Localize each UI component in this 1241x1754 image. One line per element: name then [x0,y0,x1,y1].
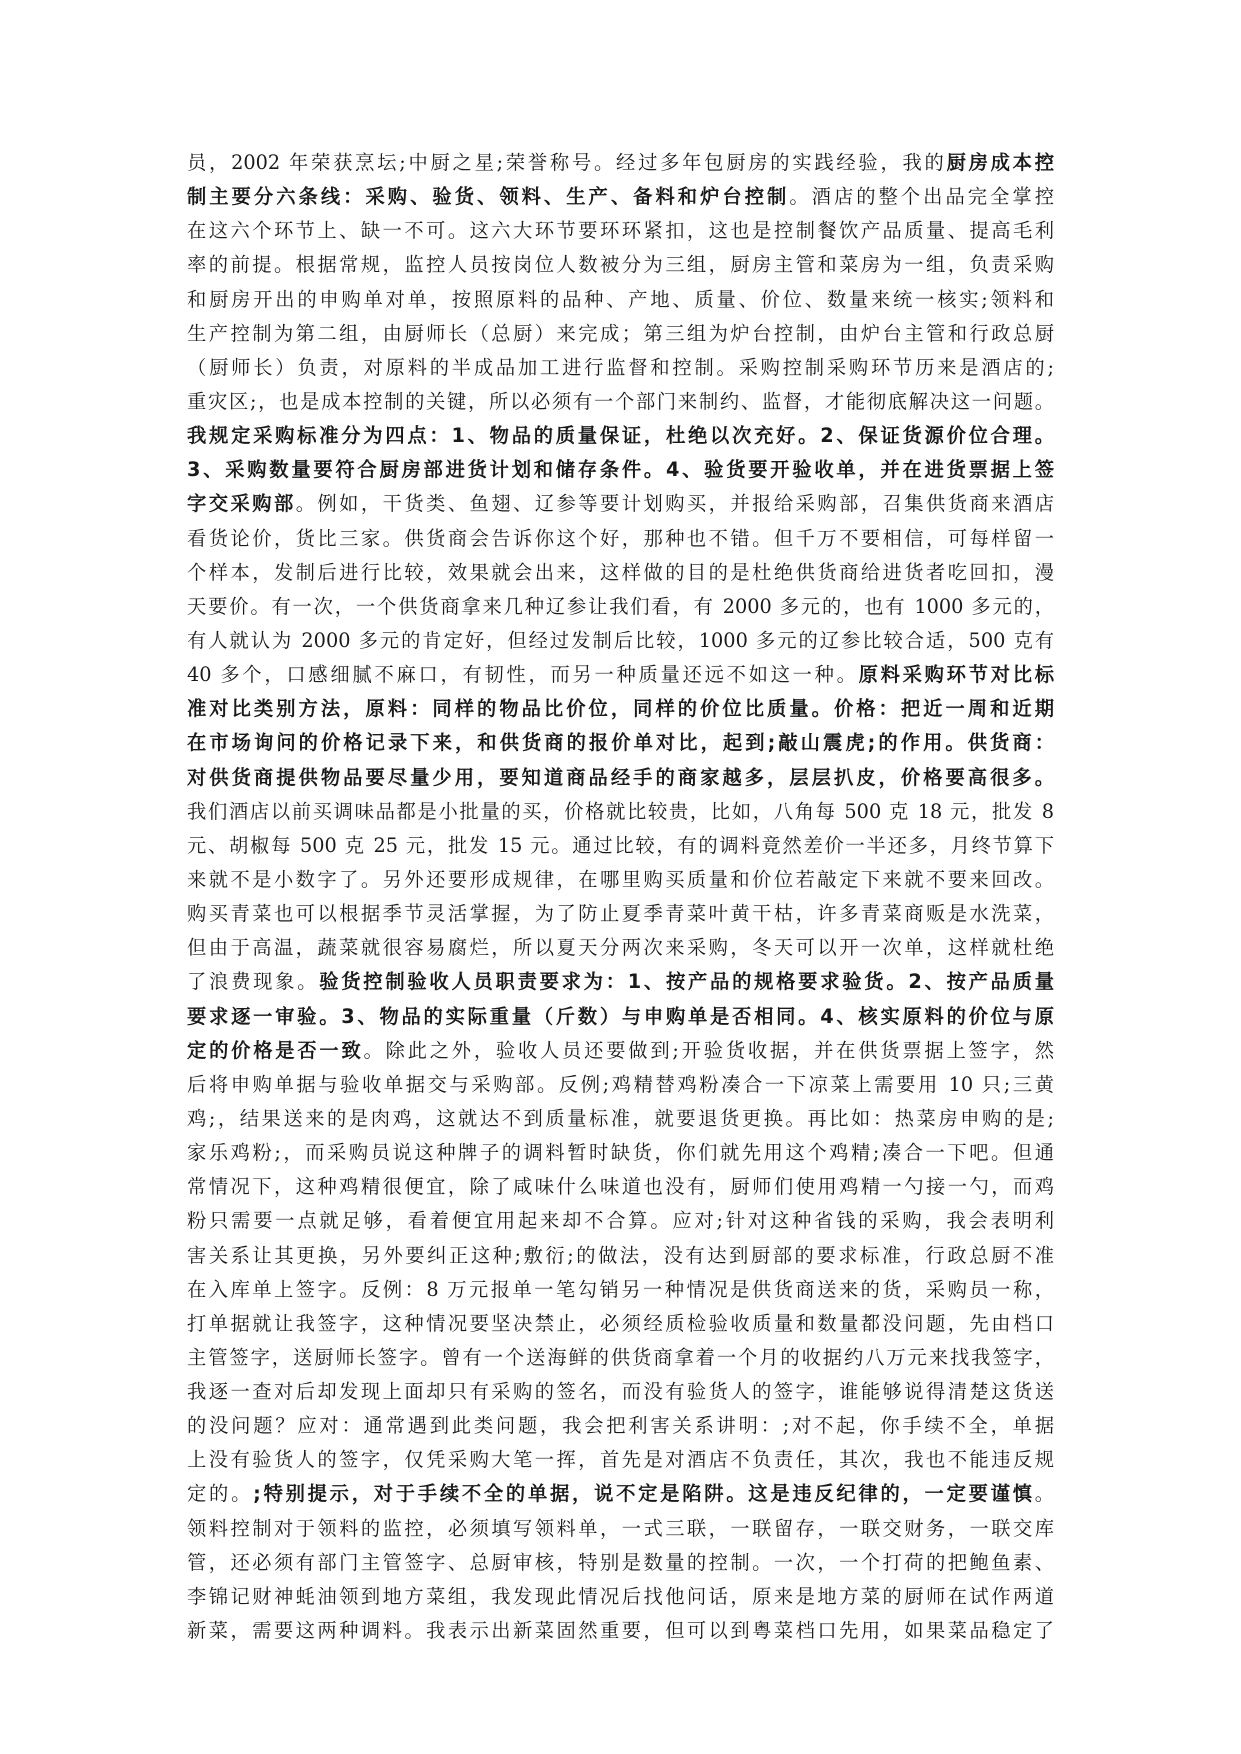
text-line [187,1375,1054,1409]
text-segment: 领料控制对于领料的监控，必须填写领料单，一式三联，一联留存，一联交财务，一联交库 [187,1516,1054,1540]
text-line [187,1204,1054,1238]
text-line [187,590,1054,624]
text-line [187,1341,1054,1375]
bold-text-segment: 验货控制验收人员职责要求为：1、按产品的规格要求验货。2、按产品质量 [319,970,1054,994]
text-line [187,453,1054,487]
bold-text-segment: 制主要分六条线：采购、验货、领料、生产、备料和炉台控制 [187,185,790,209]
bold-text-segment: 准对比类别方法，原料：同样的物品比价位，同样的价位比质量。价格：把近一周和近期 [187,697,1054,721]
bold-text-segment: 对供货商提供物品要尽量少用，要知道商品经手的商家越多，层层扒皮，价格要高很多。 [187,765,1054,789]
text-line [187,1614,1054,1648]
text-line [187,1477,1054,1511]
bold-text-segment: 要求逐一审验。3、物品的实际重量（斤数）与申购单是否相同。4、核实原料的价位与原 [187,1004,1054,1028]
bold-text-segment: 我规定采购标准分为四点：1、物品的质量保证，杜绝以次充好。2、保证货源价位合理。 [187,424,1054,448]
text-segment: 重灾区;，也是成本控制的关键，所以必须有一个部门来制约、监督，才能彻底解决这一问题。 [187,389,1054,413]
text-segment: 购买青菜也可以根据季节灵活掌握，为了防止夏季青菜叶黄干枯，许多青菜商贩是水洗菜， [187,902,1054,926]
text-segment: 新菜，需要这两种调料。我表示出新菜固然重要，但可以到粤菜档口先用，如果菜品稳定了 [187,1619,1054,1643]
text-line [187,1136,1054,1170]
text-line [187,1170,1054,1204]
text-segment: 家乐鸡粉;，而采购员说这种牌子的调料暂时缺货，你们就先用这个鸡精;凑合一下吧。但通 [187,1141,1054,1165]
text-line [187,1273,1054,1307]
text-line [187,1307,1054,1341]
text-line [187,829,1054,863]
text-segment: （厨师长）负责，对原料的半成品加工进行监督和控制。采购控制采购环节历来是酒店的; [187,355,1054,379]
text-segment: 。酒店的整个出品完全掌控 [789,185,1054,209]
text-line [187,351,1054,385]
text-line [187,761,1054,795]
text-line [187,1443,1054,1477]
text-line [187,965,1054,999]
text-segment: 但由于高温，蔬菜就很容易腐烂，所以夏天分两次来采购，冬天可以开一次单，这样就杜绝 [187,936,1054,960]
text-line [187,1239,1054,1273]
document-body [187,146,1054,1648]
text-line [187,556,1054,590]
text-segment: 粉只需要一点就足够，看着便宜用起来却不合算。应对;针对这种省钱的采购，我会表明利 [187,1209,1054,1233]
text-line [187,692,1054,726]
text-segment: 打单据就让我签字，这种情况要坚决禁止，必须经质检验收质量和数量都没问题，先由档口 [187,1311,1054,1335]
text-segment: 在这六个环节上、缺一不可。这六大环节要环环紧扣，这也是控制餐饮产品质量、提高毛利 [187,219,1054,243]
bold-text-segment: ;特别提示，对于手续不全的单据，说不定是陷阱。这是违反纪律的，一定要谨慎 [253,1482,1035,1506]
text-segment: 在入库单上签字。反例：8 万元报单一笔勾销另一种情况是供货商送来的货，采购员一称， [187,1277,1054,1301]
text-segment: 上没有验货人的签字，仅凭采购大笔一挥，首先是对酒店不负责任，其次，我也不能违反规 [187,1448,1054,1472]
text-segment: 管，还必须有部门主管签字、总厨审核，特别是数量的控制。一次，一个打荷的把鲍鱼素、 [187,1550,1054,1574]
text-segment: 。除此之外，验收人员还要做到;开验货收据，并在供货票据上签字，然 [363,1038,1054,1062]
text-segment: 我们酒店以前买调味品都是小批量的买，价格就比较贵，比如，八角每 500 克 18 元，批发 8 [187,799,1054,823]
text-line [187,1102,1054,1136]
text-line [187,522,1054,556]
bold-text-segment: 厨房成本控 [946,151,1054,174]
text-segment: 看货论价，货比三家。供货商会告诉你这个好，那种也不错。但千万不要相信，可每样留一 [187,526,1054,550]
text-segment: 来就不是小数字了。另外还要形成规律，在哪里购买质量和价位若敲定下来就不要来回改。 [187,867,1054,891]
text-segment: 李锦记财神蚝油领到地方菜组，我发现此情况后找他问话，原来是地方菜的厨师在试作两道 [187,1584,1054,1608]
text-line [187,248,1054,282]
text-segment: 有人就认为 2000 多元的肯定好，但经过发制后比较，1000 多元的辽参比较合适，500 克有 [187,628,1054,652]
text-segment: 40 多个，口感细腻不麻口，有韧性，而另一种质量还远不如这一种。 [187,663,859,687]
text-line [187,317,1054,351]
text-segment: 常情况下，这种鸡精很便宜，除了咸味什么味道也没有，厨师们使用鸡精一勺接一勺，而鸡 [187,1175,1054,1199]
text-segment: 后将申购单据与验收单据交与采购部。反例;鸡精替鸡粉凑合一下凉菜上需要用 10 只;三黄 [187,1072,1054,1096]
text-segment: 和厨房开出的申购单对单，按照原料的品种、产地、质量、价位、数量来统一核实;领料和 [187,287,1054,311]
text-line [187,1546,1054,1580]
text-line [187,214,1054,248]
text-line [187,1580,1054,1614]
text-line [187,658,1054,692]
text-line [187,1512,1054,1546]
text-line [187,1409,1054,1443]
text-line [187,726,1054,760]
text-line [187,385,1054,419]
text-line [187,487,1054,521]
text-segment: 主管签字，送厨师长签字。曾有一个送海鲜的供货商拿着一个月的收据约八万元来找我签字， [187,1345,1054,1369]
bold-text-segment: 原料采购环节对比标 [858,663,1054,687]
text-segment: 鸡;，结果送来的是肉鸡，这就达不到质量标准，就要退货更换。再比如：热菜房申购的是; [187,1106,1054,1130]
text-segment: 生产控制为第二组，由厨师长（总厨）来完成；第三组为炉台控制，由炉台主管和行政总厨 [187,321,1054,345]
text-segment: 害关系让其更换，另外要纠正这种;敷衍;的做法，没有达到厨部的要求标准，行政总厨不准 [187,1243,1054,1267]
text-segment: 定的。 [187,1482,254,1506]
text-line [187,180,1054,214]
text-segment: 天要价。有一次，一个供货商拿来几种辽参让我们看，有 2000 多元的，也有 1000 多元的， [187,594,1054,618]
bold-text-segment: 3、采购数量要符合厨房部进货计划和储存条件。4、验货要开验收单，并在进货票据上签 [187,458,1054,482]
text-line [187,897,1054,931]
text-segment: 元、胡椒每 500 克 25 元，批发 15 元。通过比较，有的调料竟然差价一半还多，月终节算下 [187,833,1054,857]
text-segment: 率的前提。根据常规，监控人员按岗位人数被分为三组，厨房主管和菜房为一组，负责采购 [187,253,1054,277]
text-segment: 的没问题？应对：通常遇到此类问题，我会把利害关系讲明：;对不起，你手续不全，单据 [187,1414,1054,1438]
text-line [187,795,1054,829]
bold-text-segment: 字交采购部 [187,492,296,516]
bold-text-segment: 在市场询问的价格记录下来，和供货商的报价单对比，起到;敲山震虎;的作用。供货商： [187,731,1054,755]
text-line [187,863,1054,897]
bold-text-segment: 定的价格是否一致 [187,1038,364,1062]
text-segment: 了浪费现象。 [187,970,320,994]
text-line [187,1034,1054,1068]
text-segment: 。例如，干货类、鱼翅、辽参等要计划购买，并报给采购部，召集供货商来酒店 [295,492,1054,516]
text-line [187,1068,1054,1102]
text-line [187,283,1054,317]
text-line [187,931,1054,965]
text-line [187,624,1054,658]
text-line [187,146,1054,180]
text-line [187,419,1054,453]
text-segment: 个样本，发制后进行比较，效果就会出来，这样做的目的是杜绝供货商给进货者吃回扣，漫 [187,560,1054,584]
text-segment: 员，2002 年荣获烹坛;中厨之星;荣誉称号。经过多年包厨房的实践经验，我的 [187,151,947,174]
text-segment: 我逐一查对后却发现上面却只有采购的签名，而没有验货人的签字，谁能够说得清楚这货送 [187,1380,1054,1404]
text-line [187,1000,1054,1034]
text-segment: 。 [1034,1482,1054,1506]
